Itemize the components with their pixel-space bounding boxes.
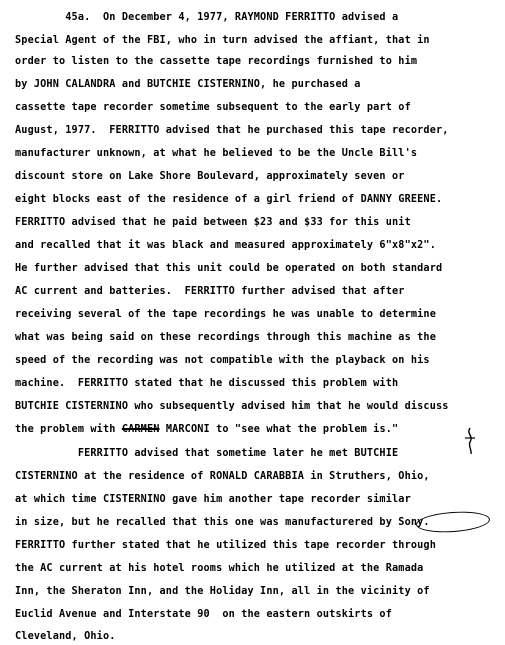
text-line-with-strikethrough — [15, 424, 398, 436]
struck-out-word: CARMEN — [121, 424, 160, 435]
handwritten-circle-mark — [415, 509, 490, 534]
text-line: what was being said on these recordings through this machine as the — [15, 332, 436, 343]
text-line: and recalled that it was black and measured approximately 6"x8"x2". — [15, 240, 436, 251]
text-line: 45a. On December 4, 1977, RAYMOND FERRITTO advised a — [15, 12, 399, 23]
text-line: discount store on Lake Shore Boulevard, approximately seven or — [15, 171, 405, 182]
text-line: at which time CISTERNINO gave him another tape recorder similar — [15, 494, 411, 505]
text-line: August, 1977. FERRITTO advised that he purchased this tape recorder, — [15, 125, 449, 136]
text-line: eight blocks east of the residence of a girl friend of DANNY GREENE. — [15, 194, 443, 205]
handwritten-margin-mark — [462, 426, 480, 456]
text-segment: MARCONI to "see what the problem is." — [159, 424, 399, 435]
text-line: FERRITTO advised that sometime later he met BUTCHIE — [15, 448, 399, 459]
text-line: manufacturer unknown, at what he believed to be the Uncle Bill's — [15, 148, 418, 159]
text-line: He further advised that this unit could be operated on both standard — [15, 263, 443, 274]
text-line: BUTCHIE CISTERNINO who subsequently advised him that he would discuss — [15, 401, 449, 412]
text-line: Inn, the Sheraton Inn, and the Holiday Inn, all in the vicinity of — [15, 586, 430, 597]
text-line: Special Agent of the FBI, who in turn advised the affiant, that in — [15, 35, 430, 46]
text-line: FERRITTO further stated that he utilized this tape recorder through — [15, 540, 436, 551]
text-line: by JOHN CALANDRA and BUTCHIE CISTERNINO, he purchased a — [15, 79, 361, 90]
text-line: CISTERNINO at the residence of RONALD CARABBIA in Struthers, Ohio, — [15, 471, 430, 482]
text-line: speed of the recording was not compatible with the playback on his — [15, 355, 430, 366]
text-segment: the problem with — [15, 424, 122, 435]
text-line: AC current and batteries. FERRITTO further advised that after — [15, 286, 405, 297]
text-line: cassette tape recorder sometime subsequent to the early part of — [15, 102, 411, 113]
text-line: Euclid Avenue and Interstate 90 on the eastern outskirts of — [15, 609, 393, 620]
text-line: order to listen to the cassette tape recordings furnished to him — [15, 56, 418, 67]
text-line: machine. FERRITTO stated that he discussed this problem with — [15, 378, 399, 389]
text-line: Cleveland, Ohio. — [15, 631, 116, 642]
text-line: the AC current at his hotel rooms which he utilized at the Ramada — [15, 563, 424, 574]
text-line: FERRITTO advised that he paid between $23 and $33 for this unit — [15, 217, 411, 228]
text-line: receiving several of the tape recordings he was unable to determine — [15, 309, 436, 320]
text-line: in size, but he recalled that this one was manufacturered by Sony. — [15, 517, 430, 528]
